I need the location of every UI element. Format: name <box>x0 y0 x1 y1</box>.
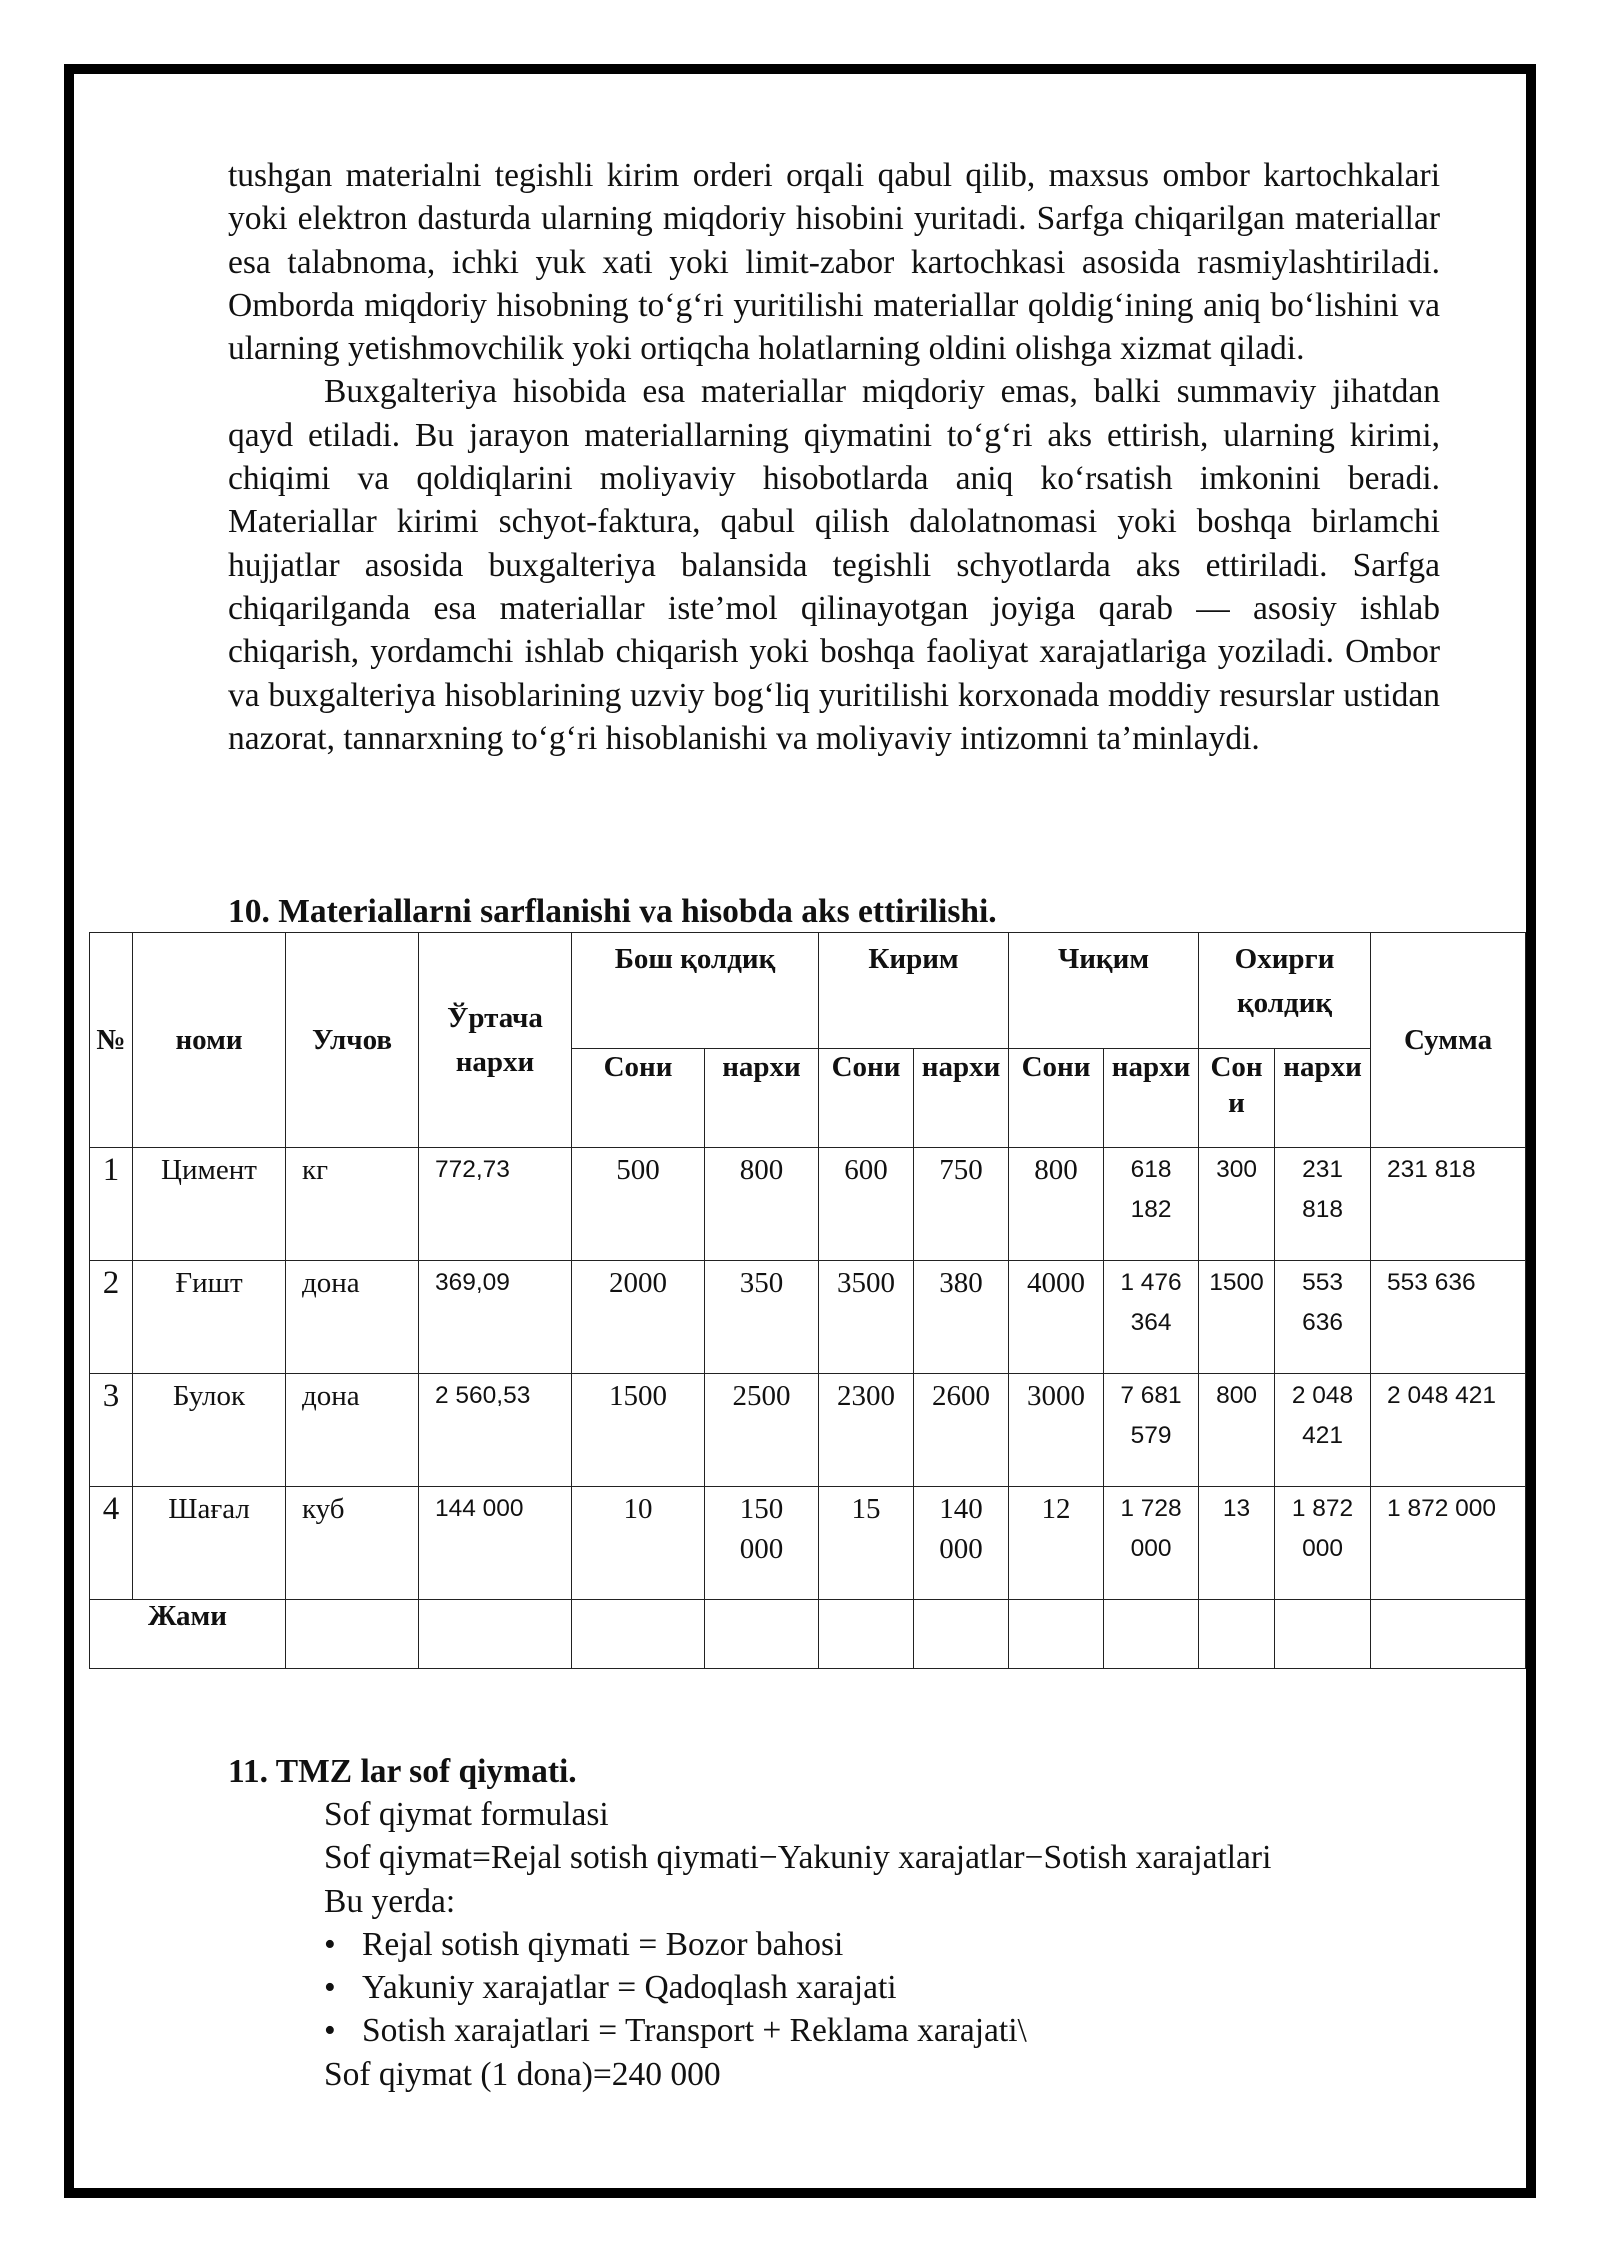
total-cell <box>1199 1600 1275 1669</box>
material-name: Цимент <box>133 1148 286 1261</box>
opening-price: 800 <box>705 1148 819 1261</box>
section-11-heading: 11. TMZ lar sof qiymati. <box>228 1753 577 1790</box>
bullet-mark: • <box>324 2012 336 2050</box>
bullet-mark: • <box>324 1969 336 2007</box>
table-row <box>90 1374 1526 1487</box>
materials-table <box>89 932 1526 1669</box>
col-closing-balance-header: Охирги қолдиқ <box>1199 933 1371 1049</box>
income-price: 2600 <box>914 1374 1009 1487</box>
avg-price: 369,09 <box>419 1261 572 1374</box>
total-cell <box>705 1600 819 1669</box>
bullet-mark: • <box>324 1925 336 1963</box>
col-name-header: номи <box>133 933 286 1148</box>
income-qty: 2300 <box>819 1374 914 1487</box>
outflow-qty: 3000 <box>1009 1374 1104 1487</box>
row-number: 1 <box>90 1148 133 1261</box>
list-item: • Rejal sotish qiymati = Bozor bahosi <box>324 1923 1271 1966</box>
outflow-qty: 12 <box>1009 1487 1104 1600</box>
formula-expression: Sof qiymat=Rejal sotish qiymati−Yakuniy xarajatlar−Sotish xarajatlari <box>324 1839 1272 1877</box>
income-price: 750 <box>914 1148 1009 1261</box>
opening-price: 350 <box>705 1261 819 1374</box>
closing-price: 553 636 <box>1275 1261 1371 1374</box>
col-income-header: Кирим <box>819 933 1009 1049</box>
closing-price: 1 872 000 <box>1275 1487 1371 1600</box>
closing-price: 2 048 421 <box>1275 1374 1371 1487</box>
col-no-header: № <box>90 933 133 1148</box>
unit: дона <box>286 1374 419 1487</box>
avg-price: 2 560,53 <box>419 1374 572 1487</box>
outflow-price: 1 476 364 <box>1104 1261 1199 1374</box>
col-sum-header: Сумма <box>1371 933 1526 1148</box>
material-name: Шағал <box>133 1487 286 1600</box>
closing-qty: 13 <box>1199 1487 1275 1600</box>
income-qty: 600 <box>819 1148 914 1261</box>
closing-qty: 800 <box>1199 1374 1275 1487</box>
total-cell <box>914 1600 1009 1669</box>
table-row <box>90 1148 1526 1261</box>
row-sum: 553 636 <box>1371 1261 1526 1374</box>
opening-price: 2500 <box>705 1374 819 1487</box>
table-row <box>90 1261 1526 1374</box>
outflow-price-header: нархи <box>1104 1049 1199 1148</box>
material-name: Булок <box>133 1374 286 1487</box>
total-cell <box>572 1600 705 1669</box>
opening-qty-header: Сони <box>572 1049 705 1148</box>
col-avg-price-header: Ўртача нархи <box>419 933 572 1148</box>
closing-qty: 1500 <box>1199 1261 1275 1374</box>
outflow-qty: 800 <box>1009 1148 1104 1261</box>
row-sum: 2 048 421 <box>1371 1374 1526 1487</box>
total-cell <box>286 1600 419 1669</box>
intro-paragraph-2: Buxgalteriya hisobida esa materiallar miqdoriy emas, balki summaviy jihatdan qayd etiladi. Bu jarayon materiallarning qiymatini to‘g‘ri aks ettirish, ularning kirimi, chiqimi va qoldiqlarini moliyaviy hisobotlarda aniq ko‘rsatish imkonini beradi. Materiallar kirimi schyot-faktura, qabul qilish dalolatnomasi yoki boshqa birlamchi hujjatlar asosida buxgalteriya balansida tegishli schyotlarda aks ettiriladi. Sarfga chiqarilganda esa materiallar iste’mol qilinayotgan joyiga qarab — asosiy ishlab chiqarish, yordamchi ishlab chiqarish yoki boshqa faoliyat xarajatlariga yoziladi. Ombor va buxgalteriya hisoblarining uzviy bog‘liq yuritilishi korxonada moddiy resurslar ustidan nazorat, tannarxning to‘g‘ri hisoblanishi va moliyaviy intizomni ta’minlaydi. <box>228 373 1440 757</box>
row-number: 2 <box>90 1261 133 1374</box>
net-value-formula-block <box>324 1793 1271 2096</box>
material-name: Ғишт <box>133 1261 286 1374</box>
outflow-qty: 4000 <box>1009 1261 1104 1374</box>
intro-text <box>228 154 1440 760</box>
closing-qty: 300 <box>1199 1148 1275 1261</box>
section-10-heading: 10. Materiallarni sarflanishi va hisobda aks ettirilishi. <box>228 893 997 930</box>
col-unit-header: Улчов <box>286 933 419 1148</box>
row-number: 3 <box>90 1374 133 1487</box>
total-cell <box>1275 1600 1371 1669</box>
list-item: • Sotish xarajatlari = Transport + Reklama xarajati\ <box>324 2009 1271 2052</box>
income-qty: 15 <box>819 1487 914 1600</box>
list-item: • Yakuniy xarajatlar = Qadoqlash xarajati <box>324 1966 1271 2009</box>
outflow-price: 7 681 579 <box>1104 1374 1199 1487</box>
formula-title: Sof qiymat formulasi <box>324 1796 609 1833</box>
col-outflow-header: Чиқим <box>1009 933 1199 1049</box>
income-qty-header: Сони <box>819 1049 914 1148</box>
total-label: Жами <box>90 1600 286 1669</box>
opening-qty: 500 <box>572 1148 705 1261</box>
row-sum: 231 818 <box>1371 1148 1526 1261</box>
avg-price: 772,73 <box>419 1148 572 1261</box>
unit: куб <box>286 1487 419 1600</box>
outflow-price: 1 728 000 <box>1104 1487 1199 1600</box>
opening-qty: 1500 <box>572 1374 705 1487</box>
closing-price-header: нархи <box>1275 1049 1371 1148</box>
table-header-row <box>90 933 1526 1049</box>
col-opening-balance-header: Бош қолдиқ <box>572 933 819 1049</box>
outflow-qty-header: Сони <box>1009 1049 1104 1148</box>
opening-qty: 2000 <box>572 1261 705 1374</box>
total-cell <box>419 1600 572 1669</box>
total-cell <box>1104 1600 1199 1669</box>
opening-price-header: нархи <box>705 1049 819 1148</box>
outflow-price: 618 182 <box>1104 1148 1199 1261</box>
total-cell <box>1009 1600 1104 1669</box>
total-cell <box>819 1600 914 1669</box>
table-total-row <box>90 1600 1526 1669</box>
closing-qty-header: Сон и <box>1199 1049 1275 1148</box>
income-price: 140 000 <box>914 1487 1009 1600</box>
total-cell <box>1371 1600 1526 1669</box>
formula-result: Sof qiymat (1 dona)=240 000 <box>324 2055 721 2093</box>
table-row <box>90 1487 1526 1600</box>
opening-price: 150 000 <box>705 1487 819 1600</box>
formula-where: Bu yerda: <box>324 1882 456 1920</box>
unit: кг <box>286 1148 419 1261</box>
closing-price: 231 818 <box>1275 1148 1371 1261</box>
avg-price: 144 000 <box>419 1487 572 1600</box>
income-price: 380 <box>914 1261 1009 1374</box>
income-price-header: нархи <box>914 1049 1009 1148</box>
opening-qty: 10 <box>572 1487 705 1600</box>
row-sum: 1 872 000 <box>1371 1487 1526 1600</box>
unit: дона <box>286 1261 419 1374</box>
intro-paragraph-1: tushgan materialni tegishli kirim orderi orqali qabul qilib, maxsus ombor kartochkalari yoki elektron dasturda ularning miqdoriy hisobini yuritadi. Sarfga chiqarilgan materiallar esa talabnoma, ichki yuk xati yoki limit-zabor kartochkasi asosida rasmiylashtiriladi. Omborda miqdoriy hisobning to‘g‘ri yuritilishi materiallar qoldig‘ining aniq bo‘lishini va ularning yetishmovchilik yoki ortiqcha holatlarning oldini olishga xizmat qiladi. <box>228 157 1440 368</box>
row-number: 4 <box>90 1487 133 1600</box>
income-qty: 3500 <box>819 1261 914 1374</box>
